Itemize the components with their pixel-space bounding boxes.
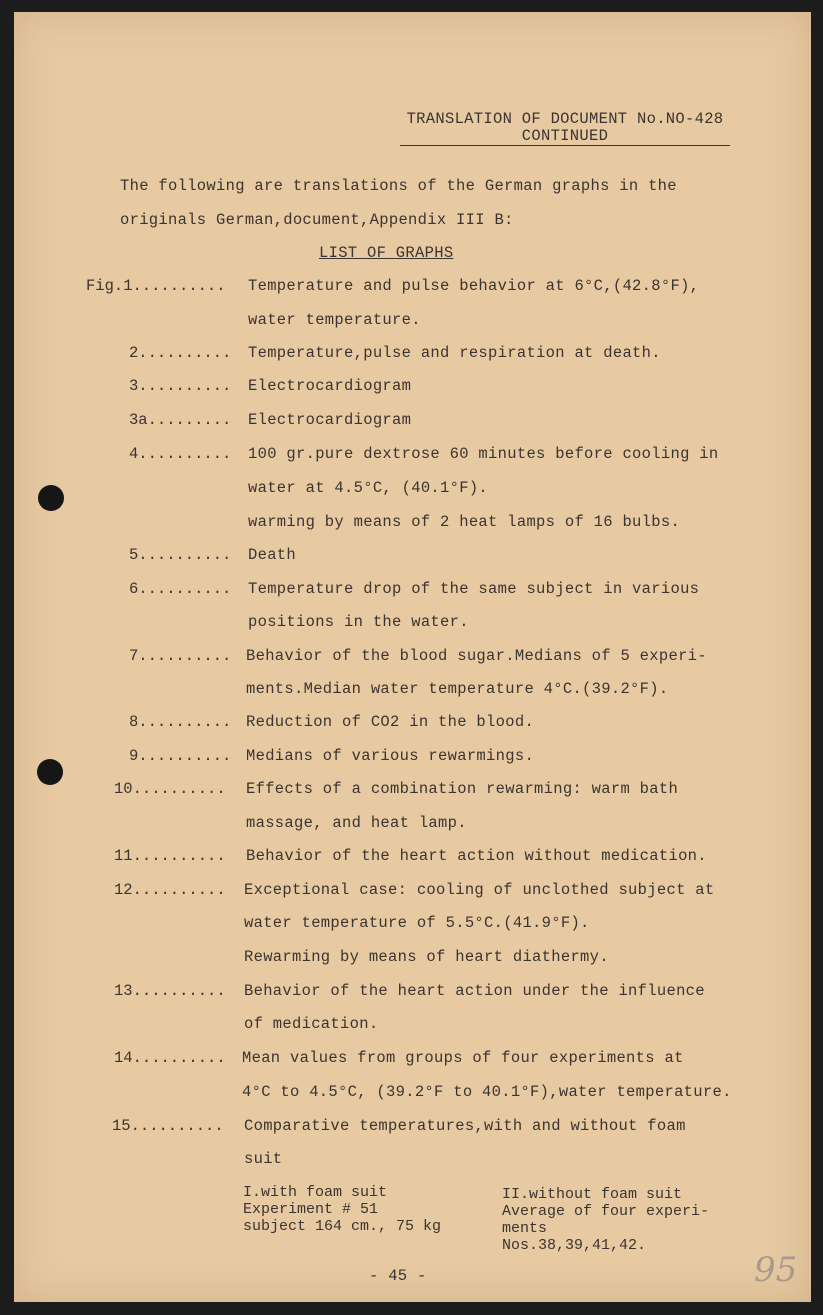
item-line: warming by means of 2 heat lamps of 16 bulbs.: [248, 513, 681, 531]
item-line: water temperature of 5.5°C.(41.9°F).: [244, 914, 590, 932]
item-number: 2..........: [129, 344, 232, 362]
item-number: Fig.1..........: [86, 277, 226, 295]
item-number: 14..........: [114, 1049, 226, 1067]
item-line: massage, and heat lamp.: [246, 814, 467, 832]
item-line: suit: [244, 1150, 283, 1168]
foam-right-line: ments: [502, 1220, 548, 1237]
foam-left-line: subject 164 cm., 75 kg: [243, 1218, 442, 1235]
item-line: Reduction of CO2 in the blood.: [246, 713, 535, 731]
item-number: 15..........: [112, 1117, 224, 1135]
item-line: Temperature,pulse and respiration at death.: [248, 344, 661, 362]
handwritten-number: 95: [754, 1250, 798, 1290]
foam-right-line: Average of four experi-: [502, 1203, 710, 1220]
item-number: 6..........: [129, 580, 232, 598]
binder-hole-bottom: [37, 759, 63, 785]
foam-left-line: Experiment # 51: [243, 1201, 379, 1218]
item-number: 5..........: [129, 546, 232, 564]
item-number: 12..........: [114, 881, 226, 899]
item-line: Temperature drop of the same subject in various: [248, 580, 700, 598]
item-line: Behavior of the heart action under the influence: [244, 982, 705, 1000]
item-line: positions in the water.: [248, 613, 469, 631]
item-number: 10..........: [114, 780, 226, 798]
foam-left-line: I.with foam suit: [243, 1184, 388, 1201]
item-line: Mean values from groups of four experiments at: [242, 1049, 684, 1067]
foam-right-line: Nos.38,39,41,42.: [502, 1237, 647, 1254]
item-number: 7..........: [129, 647, 232, 665]
foam-right-line: II.without foam suit: [502, 1186, 683, 1203]
item-line: ments.Median water temperature 4°C.(39.2°F).: [246, 680, 669, 698]
item-line: Death: [248, 546, 297, 564]
item-line: water at 4.5°C, (40.1°F).: [248, 479, 489, 497]
page-number: - 45 -: [369, 1267, 427, 1285]
item-line: Medians of various rewarmings.: [246, 747, 535, 765]
item-line: Rewarming by means of heart diathermy.: [244, 948, 609, 966]
item-number: 9..........: [129, 747, 232, 765]
item-line: water temperature.: [248, 311, 421, 329]
document-page: [14, 12, 811, 1302]
item-line: Behavior of the heart action without medication.: [246, 847, 707, 865]
item-line: Comparative temperatures,with and without foam: [244, 1117, 686, 1135]
item-number: 8..........: [129, 713, 232, 731]
item-line: Effects of a combination rewarming: warm bath: [246, 780, 679, 798]
item-number: 13..........: [114, 982, 226, 1000]
header-title: TRANSLATION OF DOCUMENT No.NO-428: [406, 110, 724, 128]
item-number: 11..........: [114, 847, 226, 865]
item-line: Exceptional case: cooling of unclothed subject at: [244, 881, 715, 899]
item-number: 4..........: [129, 445, 232, 463]
item-line: Electrocardiogram: [248, 377, 412, 395]
item-line: 100 gr.pure dextrose 60 minutes before cooling in: [248, 445, 719, 463]
intro-line-2: originals German,document,Appendix III B:: [120, 211, 514, 229]
header-rule: [400, 145, 730, 146]
item-line: 4°C to 4.5°C, (39.2°F to 40.1°F),water temperature.: [242, 1083, 732, 1101]
item-line: Temperature and pulse behavior at 6°C,(42.8°F),: [248, 277, 700, 295]
intro-line-1: The following are translations of the German graphs in the: [120, 177, 677, 195]
list-title: LIST OF GRAPHS: [319, 244, 454, 262]
item-line: Electrocardiogram: [248, 411, 412, 429]
header-subtitle: CONTINUED: [521, 127, 609, 145]
item-number: 3..........: [129, 377, 232, 395]
item-number: 3a.........: [129, 411, 232, 429]
item-line: Behavior of the blood sugar.Medians of 5 experi-: [246, 647, 707, 665]
binder-hole-top: [38, 485, 64, 511]
item-line: of medication.: [244, 1015, 379, 1033]
